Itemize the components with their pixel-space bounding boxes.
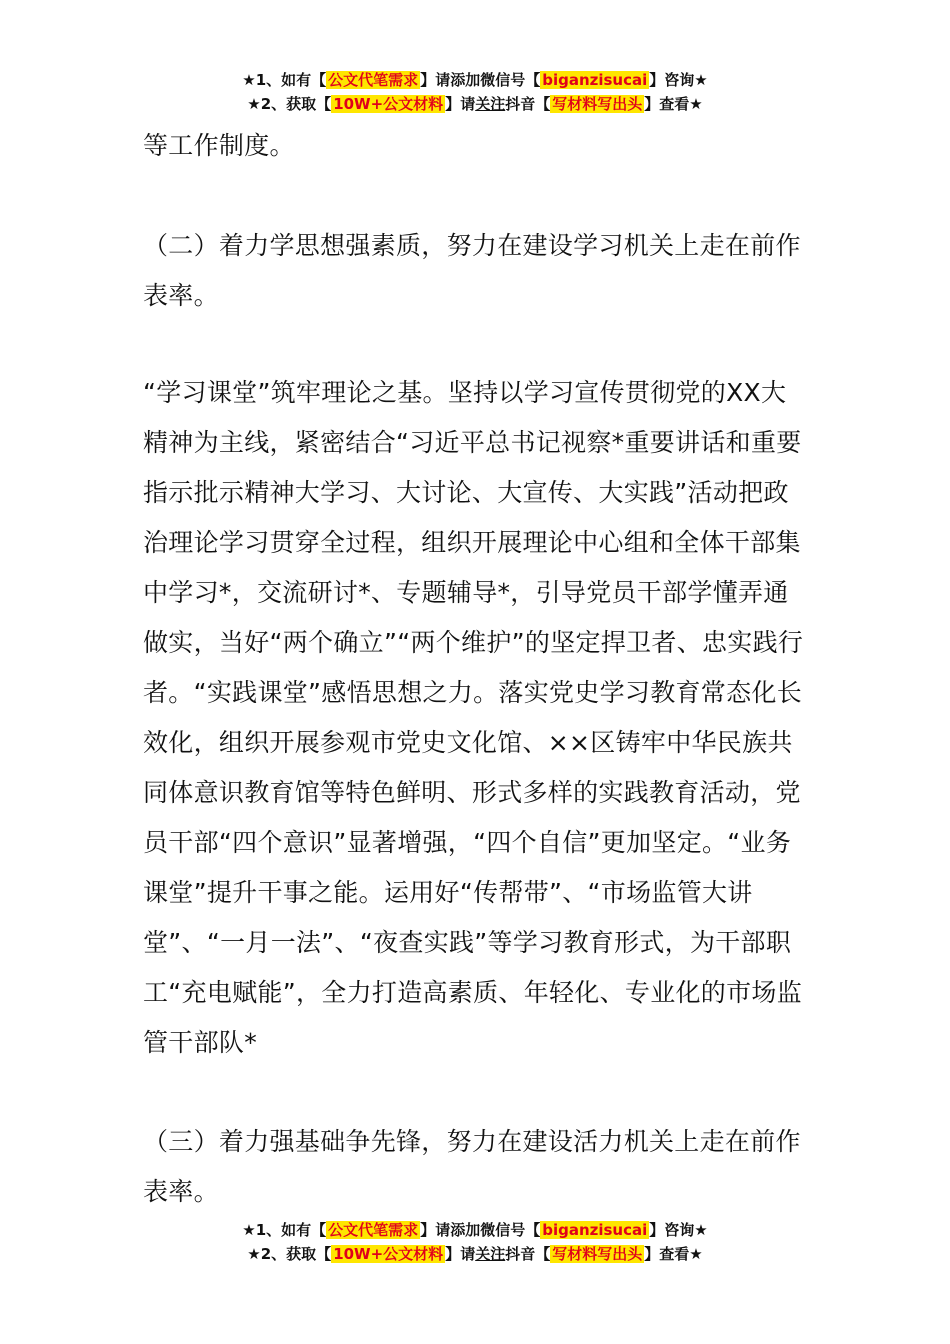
underlined-follow: 关注	[475, 95, 506, 113]
banner-text: ★2、获取【	[247, 95, 332, 113]
banner-line-2	[0, 1242, 950, 1266]
underlined-follow: 关注	[475, 1245, 506, 1263]
banner-text: 】请	[445, 95, 476, 113]
highlight-douyin-account: 写材料写出头	[552, 95, 643, 113]
highlight-wechat-id: biganzisucai	[542, 1221, 648, 1239]
header-banner	[0, 68, 950, 116]
body-paragraph	[143, 368, 808, 1068]
paragraph-text: “学习课堂”筑牢理论之基。坚持以学习宣传贯彻党的XX大精神为主线，紧密结合“习近平总书记视察*重要讲话和重要指示批示精神大学习、大讨论、大宣传、大实践”活动把政治理论学习贯穿全过程，组织开展理论中心组和全体干部集中学习*，交流研讨*、专题辅导*，引导党员干部学懂弄通做实，当好“两个确立”“两个维护”的坚定捍卫者、忠实践行者。“实践课堂”感悟思想之力。落实党史学习教育常态化长效化，组织开展参观市党史文化馆、××区铸牢中华民族共同体意识教育馆等特色鲜明、形式多样的实践教育活动，党员干部“四个意识”显著增强，“四个自信”更加坚定。“业务课堂”提升干事之能。运用好“传帮带”、“市场监管大讲堂”、“一月一法”、“夜查实践”等学习教育形式，为干部职工“充电赋能”，全力打造高素质、年轻化、专业化的市场监管干部队*	[143, 378, 804, 1057]
banner-text: 抖音【	[505, 95, 551, 113]
heading-text: （三）着力强基础争先锋，努力在建设活力机关上走在前作表率。	[143, 1127, 801, 1206]
banner-text: ★2、获取【	[247, 1245, 332, 1263]
footer-banner	[0, 1218, 950, 1266]
section-heading-2	[143, 221, 808, 321]
continuation-text	[143, 121, 808, 171]
heading-text: （二）着力学思想强素质，努力在建设学习机关上走在前作表率。	[143, 231, 801, 310]
banner-line-1	[0, 68, 950, 92]
banner-text: 】请添加微信号【	[420, 1221, 541, 1239]
highlight-materials: 10W+公文材料	[333, 95, 444, 113]
banner-text: 】咨询★	[649, 1221, 708, 1239]
highlight-wechat-id: biganzisucai	[542, 71, 648, 89]
banner-line-2	[0, 92, 950, 116]
highlight-materials: 10W+公文材料	[333, 1245, 444, 1263]
banner-text: 抖音【	[505, 1245, 551, 1263]
banner-text: 】请添加微信号【	[420, 71, 541, 89]
paragraph-continuation: 等工作制度。	[143, 131, 295, 160]
highlight-douyin-account: 写材料写出头	[552, 1245, 643, 1263]
banner-text: ★1、如有【	[242, 1221, 327, 1239]
highlight-service: 公文代笔需求	[328, 71, 419, 89]
banner-text: 】咨询★	[649, 71, 708, 89]
banner-text: 】查看★	[644, 1245, 703, 1263]
banner-text: ★1、如有【	[242, 71, 327, 89]
banner-line-1	[0, 1218, 950, 1242]
highlight-service: 公文代笔需求	[328, 1221, 419, 1239]
banner-text: 】请	[445, 1245, 476, 1263]
banner-text: 】查看★	[644, 95, 703, 113]
section-heading-3	[143, 1117, 808, 1217]
